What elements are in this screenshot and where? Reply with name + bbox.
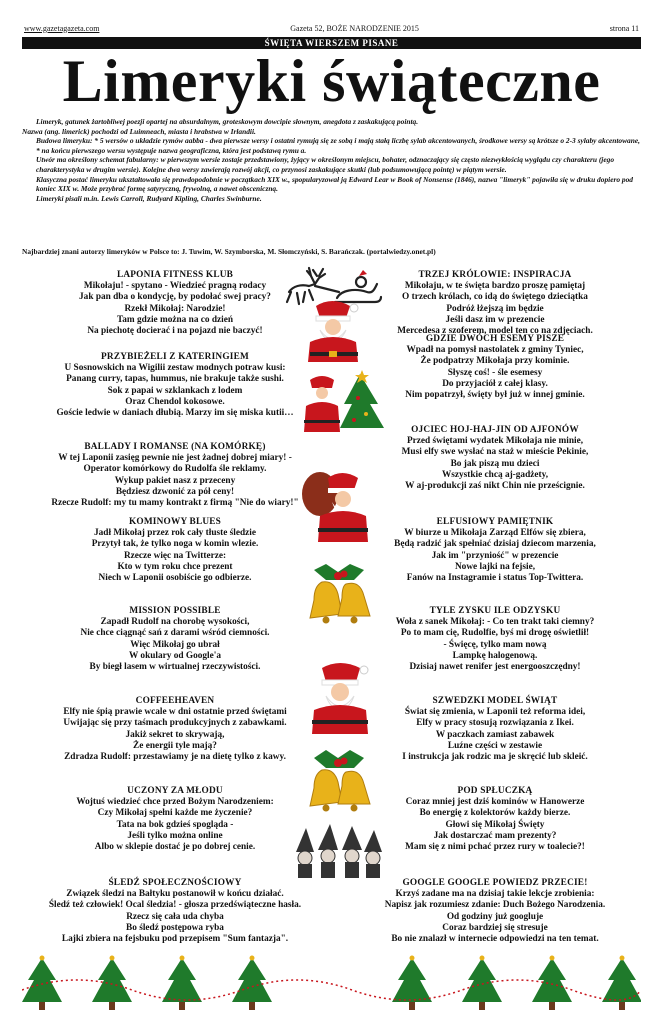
poem-line: Głowi się Mikołaj Święty <box>445 819 545 830</box>
poem-line: Jadł Mikołaj przez rok cały tłuste śledzie <box>94 528 256 539</box>
poem-line: Mercedesa z szoferem, model ten co na zdjęciach. <box>397 326 593 337</box>
tree-trunk <box>619 1002 625 1010</box>
tree-trunk <box>39 1002 45 1010</box>
poem-line: Oraz Chendol kokosowe. <box>125 396 225 407</box>
poem-line: Luźne części w zestawie <box>447 740 543 751</box>
intro-paragraph: Budowa limeryku: * 5 wersów o układzie rymów aabba - dwa pierwsze wersy i ostatni rymują się ze sobą i mają stałą liczbę sylab akcentowanych, środkowe wersy są krótsze o 2-3 sylaby akcentowane, <box>36 136 640 146</box>
poem-line: Sok z papai w szklankach z lodem <box>107 385 243 396</box>
poem-line: Świat się zmienia, w Laponii też reforma idei, <box>404 707 586 718</box>
poem-line: Bo jak piszą mu dzieci <box>450 458 540 469</box>
tree-star <box>620 956 625 961</box>
poem-title: GDZIE DWÓCH ESEMY PISZE <box>425 334 565 344</box>
tree-trunk <box>179 1002 185 1010</box>
bells-icon <box>302 560 378 628</box>
poem-line: Niech w Laponii osobiście go odbierze. <box>98 573 252 584</box>
section-label: ŚWIĘTA WIERSZEM PISANE <box>264 38 399 48</box>
poem-line: By biegł lasem w wirtualnej rzeczywistości. <box>89 662 261 673</box>
tree-icon <box>92 958 132 1002</box>
issue-label: Gazeta 52, BOŻE NARODZENIE 2015 <box>290 23 419 33</box>
poem-line: - Święcę, tylko mam nową <box>443 639 547 650</box>
poem-line: Bo energię z kolektorów każdy bierze. <box>419 808 571 819</box>
poem-right <box>366 696 624 763</box>
tree-trunk <box>109 1002 115 1010</box>
tree-icon <box>462 958 502 1002</box>
poem-left <box>46 442 304 509</box>
poem-title: KOMINOWY BLUES <box>128 517 222 527</box>
poem-line: Lajki zbiera na fejsbuku pod przepisem "Sum fantazja". <box>61 934 289 945</box>
tree-icon <box>22 958 62 1002</box>
poem-left <box>46 606 304 673</box>
poem-line: Tam gdzie można na co dzień <box>116 314 234 325</box>
poem-title: BALLADY I ROMANSE (NA KOMÓRKĘ) <box>84 442 266 452</box>
tree-icon <box>232 958 272 1002</box>
poem-line: Po to mam cię, Rudolfie, byś mi drogę oświetlił! <box>400 628 590 639</box>
intro-paragraph: Klasyczna postać limeryku ukształtowała się prawdopodobnie w początkach XIX w., spopularyzował ją Edward Lear w Book of Nonsense (1846), nazwa "limeryk" pojawiła się w druku dopiero pod koniec XIX w. Może przybrać formę satyryczną, frywolną, a nawet obsceniczną. <box>36 174 633 194</box>
poem-line: Śledź też człowiek! Ocal śledzia! - głosza przedświąteczne hasła. <box>48 900 302 911</box>
poem-line: Musi elfy swe wysłać na staż w mieście Pekinie, <box>401 447 589 458</box>
poem-line: W okulary od Google'a <box>128 650 222 661</box>
bells-icon <box>304 746 376 816</box>
site-url[interactable]: www.gazetagazeta.com <box>24 23 100 33</box>
intro-paragraph: * na końcu pierwszego wersu występuje nazwa geograficzna, która jest podstawą rymu a. <box>36 145 307 155</box>
tree-star <box>250 956 255 961</box>
poem-line: Napisz jak rozumiesz zdanie: Duch Bożego Narodzenia. <box>384 900 606 911</box>
poem-line: Lampkę halogenową. <box>452 650 538 661</box>
poem-line: I instrukcja jak rodzic ma je skręcić lub skleić. <box>402 752 588 763</box>
poem-line: Krzyś zadane ma na dzisiaj takie lekcje zrobienia: <box>395 889 595 900</box>
poem-line: Bo śledź postępowa ryba <box>126 922 224 933</box>
poem-line: Kto w tym roku chce prezent <box>117 561 233 572</box>
elves-icon <box>290 822 386 880</box>
intro-paragraph: Limeryk, gatunek żartobliwej poezji opartej na absurdalnym, groteskowym dowcipie słownym, anegdota z zaskakującą pointą. <box>36 117 419 126</box>
poem-line: Elfy w pracy stosują rozwiązania z Ikei. <box>416 718 574 729</box>
poem-title: MISSION POSSIBLE <box>129 606 221 616</box>
poem-title: TYLE ZYSKU ILE ODZYSKU <box>429 606 561 616</box>
poem-title: ŚLEDŹ SPOŁECZNOŚCIOWY <box>108 878 242 888</box>
poem-line: Rzekł Mikołaj: Narodzie! <box>124 303 226 314</box>
poem-title: COFFEEHEAVEN <box>135 696 215 706</box>
poem-right <box>366 425 624 492</box>
source-line: Najbardziej znani autorzy limeryków w Polsce to: J. Tuwim, W. Szymborska, M. Słomczyński, S. Barańczak. (portalwiedzy.onet.pl) <box>22 247 436 256</box>
poem-line: Rzecze Rudolf: my tu mamy kontrakt z firmą "Nie do wiary!" <box>51 498 299 509</box>
page-number: strona 11 <box>609 23 639 33</box>
poem-line: Zdradza Rudolf: przestawiamy je na dietę tylko z kawy. <box>64 752 286 763</box>
poem-title: OJCIEC HOJ-HAJ-JIN OD AJFONÓW <box>411 425 579 435</box>
intro-paragraph: Utwór ma określony schemat fabularny: w pierwszym wersie zostaje przedstawiony, żyjący w określonym miejscu, bohater, odznaczający się często niezwykłością wyglądu czy charakteru (jego charakterystyka w drugim wersie). Kolejne dwa wersy zawierają rozwój akcji, co przynosi zaskakujące skutki (lub podsumowującą pointę) w piątym wersie. <box>36 155 615 174</box>
poem-line: W paczkach zamiast zabawek <box>435 729 555 740</box>
poem-line: O trzech królach, co idą do świętego dzieciątka <box>402 292 588 303</box>
poem-title: PRZYBIEŻELI Z KATERINGIEM <box>101 352 249 362</box>
poem-line: Słyszę coś! - śle esemesy <box>447 367 543 378</box>
tree-icon <box>392 958 432 1002</box>
poem-line: U Sosnowskich na Wigilii zestaw modnych potraw kusi: <box>64 363 286 374</box>
poem-line: Do przyjaciół z całej klasy. <box>442 378 548 389</box>
tree-star <box>110 956 115 961</box>
poem-left <box>46 270 304 337</box>
poem-title: UCZONY ZA MŁODU <box>127 786 223 796</box>
poem-line: Goście ledwie w daniach dłubią. Marzy im się miska kutii… <box>56 408 294 419</box>
poem-title: GOOGLE GOOGLE POWIEDZ PRZECIE! <box>402 878 588 888</box>
poem-title: LAPONIA FITNESS KLUB <box>116 270 234 280</box>
santa-icon <box>300 658 378 736</box>
tree-icon <box>162 958 202 1002</box>
poem-line: Tata na bok gdzieś spogląda - <box>116 819 234 830</box>
christmas-trees-border <box>22 950 641 1018</box>
poem-line: Mikołaju, w te święta bardzo proszę pamiętaj <box>404 281 586 292</box>
poem-line: Uwijając się przy taśmach produkcyjnych z zabawkami. <box>63 718 287 729</box>
poem-title: ELFUSIOWY PAMIĘTNIK <box>436 517 554 527</box>
poem-line: W aj-produkcji zaś nikt Chin nie prześcignie. <box>405 481 585 492</box>
poem-right <box>366 606 624 673</box>
tree-trunk <box>249 1002 255 1010</box>
poem-line: Wykup pakiet nasz z przeceny <box>114 475 236 486</box>
poem-line: Wojtuś wiedzieć chce przed Bożym Narodzeniem: <box>76 797 274 808</box>
tree-trunk <box>409 1002 415 1010</box>
poem-line: Więc Mikołaj go ubrał <box>130 639 220 650</box>
poem-left <box>46 696 304 763</box>
poem-right <box>366 334 624 401</box>
tree-icon <box>532 958 572 1002</box>
poem-line: Że energii tyle mają? <box>133 740 217 751</box>
tree-star <box>480 956 485 961</box>
poem-title: SZWEDZKI MODEL ŚWIĄT <box>432 696 558 706</box>
poem-line: Podróż łżejszą im będzie <box>446 303 544 314</box>
poem-line: Nowe lajki na fejsie, <box>454 561 536 572</box>
santa-icon <box>296 296 368 364</box>
poem-right <box>366 270 624 337</box>
tree-star <box>40 956 45 961</box>
santa-sack-icon <box>300 466 374 544</box>
poem-line: W tej Laponii zasięg pewnie nie jest żadnej dobrej miary! - <box>58 453 292 464</box>
poem-line: Jeśli dasz im w prezencie <box>445 314 545 325</box>
tree-trunk <box>549 1002 555 1010</box>
intro-text <box>22 117 641 203</box>
poem-right <box>366 786 624 853</box>
poem-line: Że podpatrzy Mikołaja przy kominie. <box>420 356 570 367</box>
poem-line: Dzisiaj nawet renifer jest energooszczędny! <box>409 662 581 673</box>
poem-line: Czy Mikołaj spełni każde me życzenie? <box>97 808 253 819</box>
poem-line: Jak im "przyniość" w prezencie <box>431 550 559 561</box>
santa-tree-icon <box>300 368 390 436</box>
poem-left <box>46 352 304 419</box>
poem-line: Od godziny już googluje <box>446 911 544 922</box>
tree-star <box>550 956 555 961</box>
poem-line: Albo w sklepie dostać je po dobrej cenie. <box>94 842 256 853</box>
poem-line: Elfy nie śpią prawie wcale w dni ostatnie przed świętami <box>63 707 287 718</box>
page-header <box>24 22 639 34</box>
poem-left <box>46 786 304 853</box>
poem-line: Będziesz dzwonić za pół ceny! <box>115 486 235 497</box>
poem-line: W biurze u Mikołaja Zarząd Elfów się zbiera, <box>404 528 586 539</box>
poem-line: Jak pan dba o kondycję, by podołać swej pracy? <box>79 292 271 303</box>
poem-line: Przed świętami wydatek Mikołaja nie minie, <box>406 436 584 447</box>
poem-right <box>366 517 624 584</box>
poem-line: Operator komórkowy do Rudolfa śle reklamy. <box>83 464 267 475</box>
poem-line: Mikołaju! - spytano - Wiedzieć pragną rodacy <box>83 281 267 292</box>
intro-paragraph: Nazwa (ang. limerick) pochodzi od Luimneach, miasta i hrabstwa w Irlandii. <box>22 126 256 136</box>
poem-left <box>46 517 304 584</box>
poem-line: Mam się z nimi pchać przez rury w toalecie?! <box>405 842 585 853</box>
tree-star <box>410 956 415 961</box>
poem-line: Nim popatrzył, święty był już w innej gminie. <box>405 390 585 401</box>
poem-line: Wpadł na pomysł nastolatek z gminy Tyniec, <box>406 345 584 356</box>
poem-line: Związek śledzi na Bałtyku postanowił w końcu działać. <box>66 889 284 900</box>
poem-line: Jakiż sekret to skrywają, <box>125 729 225 740</box>
tree-trunk <box>479 1002 485 1010</box>
poem-line: Rzecz się cała uda chyba <box>126 911 224 922</box>
poem-line: Woła z sanek Mikołaj: - Co ten trakt taki ciemny? <box>395 617 595 628</box>
poem-line: Fanów na Instagramie i status Top-Twittera. <box>406 573 584 584</box>
intro-paragraph: Limeryki pisali m.in. Lewis Carroll, Rudyard Kipling, Charles Swinburne. <box>36 193 262 203</box>
poem-line: Będą radzić jak spełniać dzisiaj dziecom marzenia, <box>394 539 596 550</box>
tree-star <box>180 956 185 961</box>
poem-line: Coraz mniej jest dziś kominów w Hanowerze <box>405 797 585 808</box>
poem-line: Zapadł Rudolf na chorobę wysokości, <box>100 617 250 628</box>
poem-title: TRZEJ KRÓLOWIE: INSPIRACJA <box>418 270 572 280</box>
poem-line: Coraz bardziej się stresuje <box>442 922 548 933</box>
headline: Limeryki świąteczne <box>62 48 601 114</box>
poem-line: Przytył tak, że tylko noga w komin wlezie. <box>91 539 259 550</box>
poem-title: POD SPŁUCZKĄ <box>457 786 533 796</box>
poem-right <box>366 878 624 945</box>
poem-line: Wszystkie chcą aj-gadżety, <box>441 469 549 480</box>
poem-line: Rzecze więc na Twitterze: <box>123 550 227 561</box>
poem-line: Jeśli tylko można online <box>127 830 223 841</box>
poem-line: Na piechotę docierać i na pojazd nie baczyć! <box>87 326 263 337</box>
poem-line: Jak dostarczać mam prezenty? <box>433 830 557 841</box>
poem-line: Nie chce ciągnąć sań z darami wśród ciemności. <box>80 628 270 639</box>
poem-left <box>46 878 304 945</box>
poem-line: Panang curry, tapas, hummus, nie brakuje także sushi. <box>66 374 284 385</box>
poem-line: Bo nie znalazł w internecie odpowiedzi na ten temat. <box>391 934 599 945</box>
